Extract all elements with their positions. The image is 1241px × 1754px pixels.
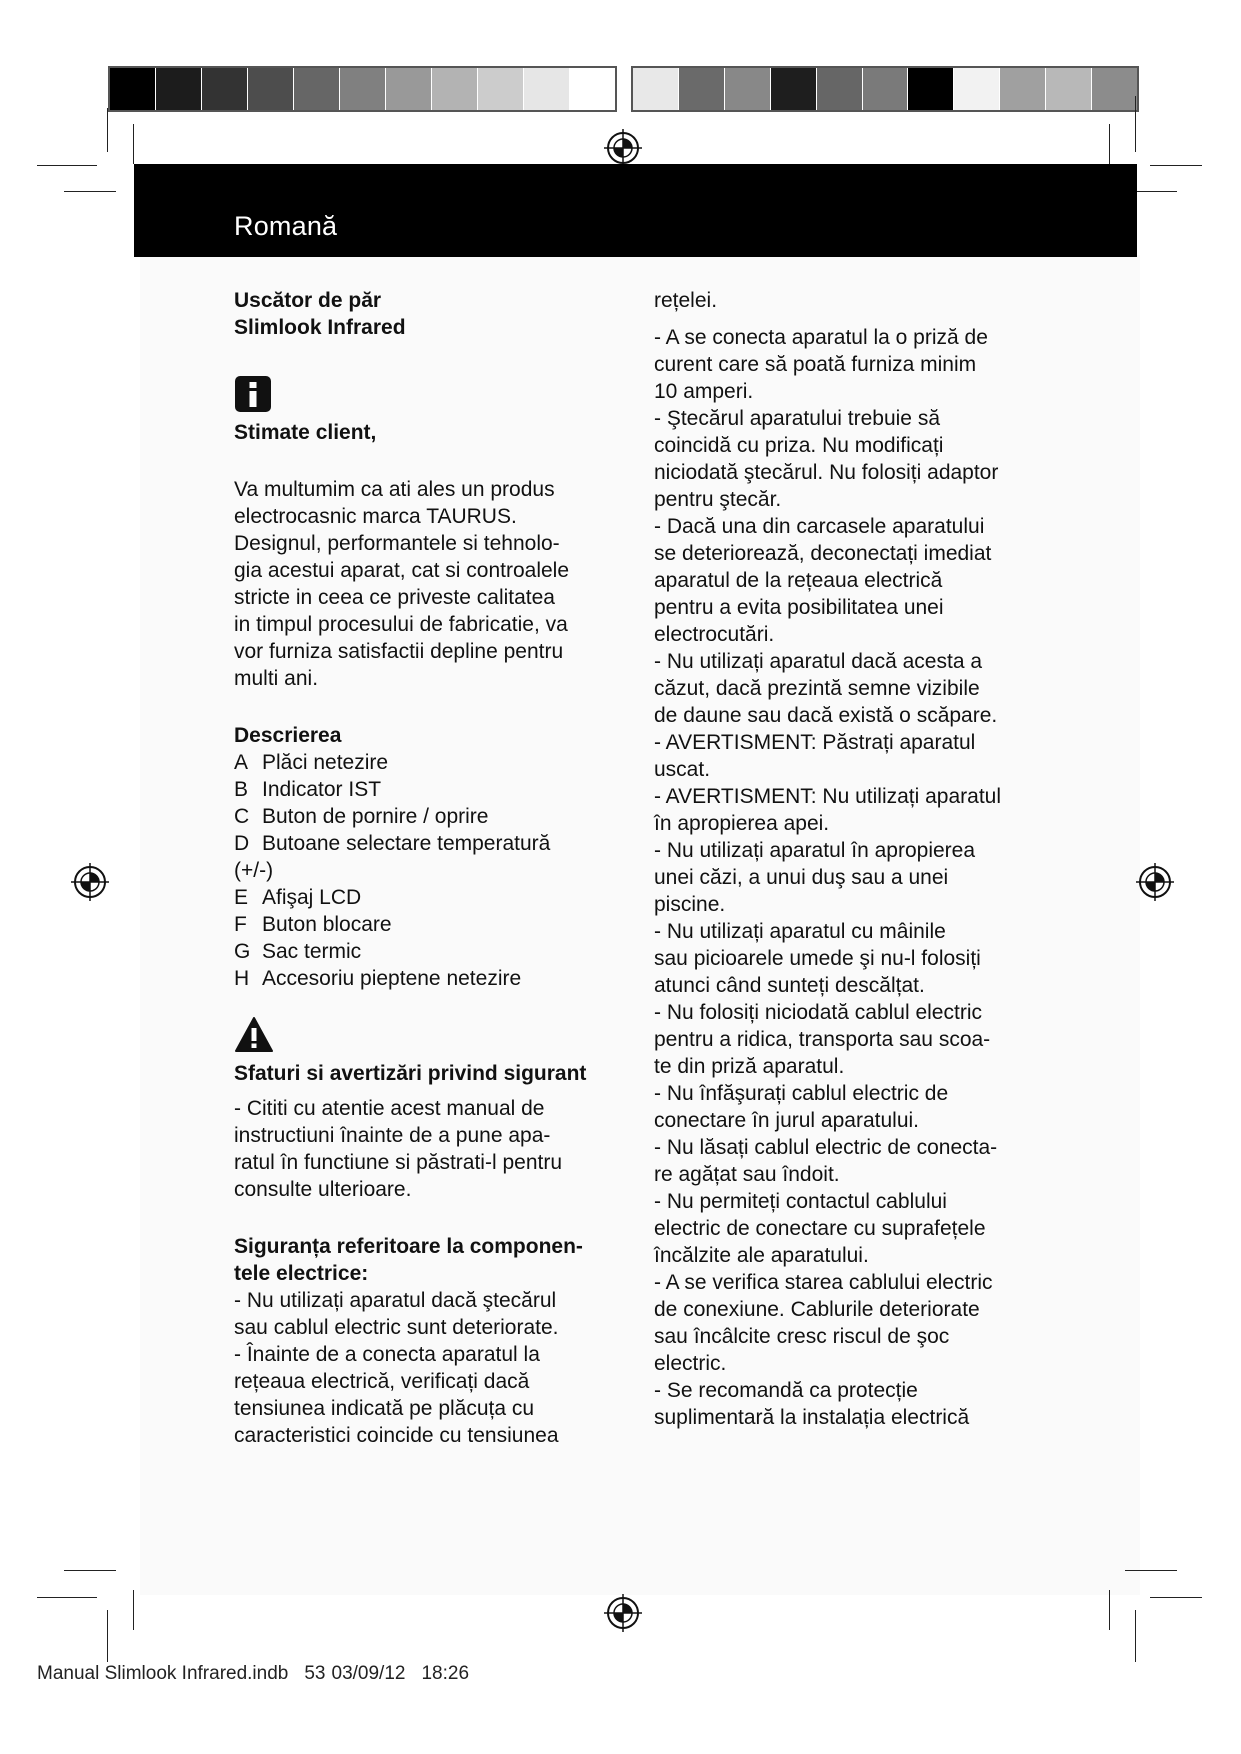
color-calibration-bar-right <box>631 66 1139 112</box>
right-column-line: - AVERTISMENT: Nu utilizați aparatul <box>654 785 1002 808</box>
safety-line: consulte ulterioare. <box>234 1178 412 1201</box>
description-item-text: Accesoriu pieptene netezire <box>262 967 522 990</box>
right-column-line: se deteriorează, deconectați imediat <box>654 542 992 565</box>
right-column-line: - Nu utilizați aparatul în apropierea <box>654 839 976 862</box>
description-item <box>234 884 634 911</box>
right-column-line: - A se verifica starea cablului electric <box>654 1271 993 1294</box>
safety-line: instructiuni înainte de a pune apa- <box>234 1124 551 1147</box>
right-column-line: sau încâlcite cresc riscul de şoc <box>654 1325 950 1348</box>
description-item-letter: G <box>234 940 251 963</box>
description-item-letter: A <box>234 751 249 774</box>
color-calibration-bar-left <box>108 66 617 112</box>
product-name-line2: Slimlook Infrared <box>234 316 406 339</box>
right-column-line: pentru ştecăr. <box>654 488 782 511</box>
description-item-letter: C <box>234 805 250 828</box>
right-column-line: - Se recomandă ca protecție <box>654 1379 918 1402</box>
right-column-line: curent care să poată furniza minim <box>654 353 977 376</box>
right-column-line: pentru a ridica, transporta sau scoa- <box>654 1028 991 1051</box>
description-item <box>234 749 634 776</box>
info-icon <box>234 375 272 413</box>
intro-line: multi ani. <box>234 667 319 690</box>
gray-swatch <box>110 68 156 110</box>
print-footer <box>37 1663 485 1685</box>
registration-mark-bottom-icon <box>603 1593 643 1633</box>
right-column-text <box>654 287 1054 1431</box>
intro-line: gia acestui aparat, cat si controalele <box>234 559 570 582</box>
electrical-paragraph <box>234 1287 634 1449</box>
right-column-line: uscat. <box>654 758 711 781</box>
gray-swatch <box>524 68 570 110</box>
greeting: Stimate client, <box>234 421 377 444</box>
description-title: Descrierea <box>234 724 342 747</box>
description-item-text: (+/-) <box>234 859 274 882</box>
right-column-line: încălzite ale aparatului. <box>654 1244 869 1267</box>
electrical-title-line2: tele electrice: <box>234 1262 369 1285</box>
right-column-line: rețelei. <box>654 289 718 312</box>
intro-line: Va multumim ca ati ales un produs <box>234 478 555 501</box>
right-column-line: electrocutări. <box>654 623 775 646</box>
product-name-line1: Uscător de păr <box>234 289 382 312</box>
gray-swatch <box>1092 68 1137 110</box>
registration-mark-right-icon <box>1135 862 1175 902</box>
right-column-line: atunci când sunteți descălțat. <box>654 974 925 997</box>
left-column <box>234 287 634 1449</box>
description-list <box>234 749 634 992</box>
right-column-line: sau picioarele umede şi nu-l folosiți <box>654 947 981 970</box>
gray-swatch <box>633 68 679 110</box>
warning-icon <box>234 1016 274 1054</box>
right-column-line: unei căzi, a unui duş sau a unei <box>654 866 949 889</box>
gray-swatch <box>156 68 202 110</box>
registration-mark-left-icon <box>70 862 110 902</box>
footer-date: 03/09/12 <box>331 1663 406 1684</box>
right-column-line: conectare în jurul aparatului. <box>654 1109 919 1132</box>
language-header <box>134 164 1137 257</box>
description-item <box>234 803 634 830</box>
description-item-text: Indicator IST <box>262 778 382 801</box>
intro-paragraph <box>234 476 634 692</box>
gray-swatch <box>432 68 478 110</box>
right-column-line: - Nu utilizați aparatul dacă acesta a <box>654 650 983 673</box>
description-item-letter: B <box>234 778 249 801</box>
right-column-line: 10 amperi. <box>654 380 754 403</box>
right-column-line: de daune sau dacă există o scăpare. <box>654 704 998 727</box>
gray-swatch <box>679 68 725 110</box>
description-item-letter: D <box>234 832 250 855</box>
description-item-text: Buton blocare <box>262 913 392 936</box>
right-column-line: aparatul de la rețeaua electrică <box>654 569 943 592</box>
safety-line: - Cititi cu atentie acest manual de <box>234 1097 545 1120</box>
electrical-line: caracteristici coincide cu tensiunea <box>234 1424 559 1447</box>
intro-line: stricte in ceea ce priveste calitatea <box>234 586 555 609</box>
right-column-line: - Nu lăsați cablul electric de conecta- <box>654 1136 998 1159</box>
description-item-text: Buton de pornire / oprire <box>262 805 489 828</box>
gray-swatch <box>294 68 340 110</box>
registration-mark-top-icon <box>603 128 643 168</box>
right-column-line: - Dacă una din carcasele aparatului <box>654 515 985 538</box>
right-column-line: coincidă cu priza. Nu modificați <box>654 434 944 457</box>
right-column <box>654 287 1054 1431</box>
right-column-line: - Nu utilizați aparatul cu mâinile <box>654 920 946 943</box>
description-item <box>234 911 634 938</box>
intro-line: electrocasnic marca TAURUS. <box>234 505 517 528</box>
right-column-line: piscine. <box>654 893 726 916</box>
right-column-line: de conexiune. Cablurile deteriorate <box>654 1298 980 1321</box>
electrical-line: - Înainte de a conecta aparatul la <box>234 1343 540 1366</box>
gray-swatch <box>386 68 432 110</box>
footer-time: 18:26 <box>421 1663 470 1684</box>
right-column-line: electric. <box>654 1352 727 1375</box>
footer-page: 53 <box>304 1663 326 1684</box>
gray-swatch <box>340 68 386 110</box>
description-item-letter: F <box>234 913 247 936</box>
right-column-line: electric de conectare cu suprafețele <box>654 1217 986 1240</box>
right-column-line: - Nu permiteți contactul cablului <box>654 1190 947 1213</box>
description-item-text: Plăci netezire <box>262 751 389 774</box>
right-column-line: te din priză aparatul. <box>654 1055 845 1078</box>
gray-swatch <box>202 68 248 110</box>
gray-swatch <box>817 68 863 110</box>
safety-paragraph <box>234 1095 634 1203</box>
description-item <box>234 965 634 992</box>
electrical-line: sau cablul electric sunt deteriorate. <box>234 1316 559 1339</box>
right-column-line: pentru a evita posibilitatea unei <box>654 596 944 619</box>
intro-line: Designul, performantele si tehnolo- <box>234 532 560 555</box>
intro-line: in timpul procesului de fabricatie, va <box>234 613 568 636</box>
gray-swatch <box>771 68 817 110</box>
safety-title: Sfaturi si avertizări privind sigurant <box>234 1062 587 1085</box>
gray-swatch <box>248 68 294 110</box>
electrical-line: rețeaua electrică, verificați dacă <box>234 1370 530 1393</box>
right-column-line: - Nu folosiți niciodată cablul electric <box>654 1001 982 1024</box>
description-item <box>234 857 634 884</box>
electrical-title-line1: Siguranța referitoare la componen- <box>234 1235 583 1258</box>
description-item-letter: H <box>234 967 250 990</box>
description-item <box>234 938 634 965</box>
gray-swatch <box>1000 68 1046 110</box>
description-item <box>234 830 634 857</box>
language-title: Romană <box>234 211 338 241</box>
footer-file: Manual Slimlook Infrared.indb <box>37 1663 289 1684</box>
safety-line: ratul în functiune si păstrati-l pentru <box>234 1151 563 1174</box>
right-column-line: re agățat sau îndoit. <box>654 1163 840 1186</box>
right-column-line: - AVERTISMENT: Păstrați aparatul <box>654 731 976 754</box>
description-item <box>234 776 634 803</box>
right-column-line: suplimentară la instalația electrică <box>654 1406 970 1429</box>
right-column-line <box>654 314 1054 324</box>
right-column-line: - A se conecta aparatul la o priză de <box>654 326 988 349</box>
gray-swatch <box>570 68 615 110</box>
description-item-text: Afişaj LCD <box>262 886 362 909</box>
description-item-text: Butoane selectare temperatură <box>262 832 551 855</box>
description-item-letter: E <box>234 886 249 909</box>
gray-swatch <box>863 68 909 110</box>
electrical-line: tensiunea indicată pe plăcuța cu <box>234 1397 535 1420</box>
intro-line: vor furniza satisfactii depline pentru <box>234 640 564 663</box>
gray-swatch <box>1046 68 1092 110</box>
right-column-line: - Nu înfăşurați cablul electric de <box>654 1082 949 1105</box>
right-column-line: în apropierea apei. <box>654 812 830 835</box>
gray-swatch <box>908 68 954 110</box>
electrical-line: - Nu utilizați aparatul dacă ştecărul <box>234 1289 557 1312</box>
right-column-line: - Ştecărul aparatului trebuie să <box>654 407 940 430</box>
gray-swatch <box>478 68 524 110</box>
description-item-text: Sac termic <box>262 940 362 963</box>
gray-swatch <box>725 68 771 110</box>
gray-swatch <box>954 68 1000 110</box>
right-column-line: căzut, dacă prezintă semne vizibile <box>654 677 980 700</box>
right-column-line: niciodată ştecărul. Nu folosiți adaptor <box>654 461 999 484</box>
